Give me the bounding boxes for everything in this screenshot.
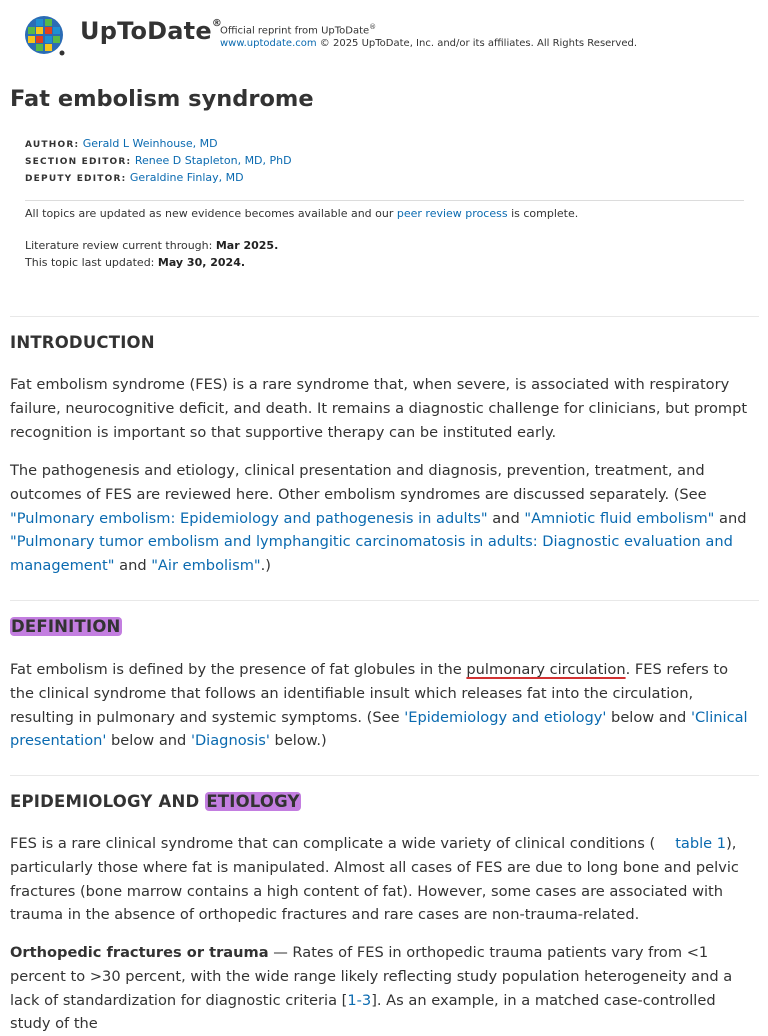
section-heading-introduction: INTRODUCTION	[10, 333, 155, 352]
epidemiology-text: FES is a rare clinical syndrome that can complicate a wide variety of clinical conditions (	[10, 835, 656, 852]
spellcheck-underlined-term: pulmonary circulation	[466, 661, 626, 678]
section-divider	[10, 775, 759, 776]
copyright-text: © 2025 UpToDate, Inc. and/or its affiliates. All Rights Reserved.	[316, 38, 638, 50]
heading-text: EPIDEMIOLOGY AND	[10, 792, 206, 811]
deputy-editor-role: DEPUTY EDITOR:	[25, 174, 127, 184]
clinical-presentation-link[interactable]: 'Clinical presentation'	[10, 708, 748, 750]
author-role: AUTHOR:	[25, 140, 80, 150]
last-updated-date: May 30, 2024	[157, 255, 241, 269]
pulmonary-embolism-link[interactable]: "Pulmonary embolism: Epidemiology and pathogenesis in adults"	[10, 509, 488, 527]
orthopedic-paragraph	[10, 941, 750, 1036]
review-dates	[25, 238, 278, 271]
pulmonary-tumor-embolism-link[interactable]: "Pulmonary tumor embolism and lymphangitic carcinomatosis in adults: Diagnostic evaluation and management"	[10, 533, 733, 575]
reprint-line	[220, 21, 637, 37]
closing-text: .)	[260, 557, 271, 575]
peer-review-link[interactable]: peer review process	[396, 207, 508, 220]
reprint-header	[0, 0, 768, 74]
orthopedic-text-end: ]. As an example, in a matched case-controlled study of the	[10, 991, 716, 1033]
site-link[interactable]: www.uptodate.com	[220, 38, 317, 50]
literature-review-label: Literature review current through:	[25, 239, 216, 252]
closing-text: below.)	[269, 732, 327, 750]
divider	[25, 200, 744, 201]
section-divider	[10, 600, 759, 601]
diagnosis-link[interactable]: 'Diagnosis'	[190, 732, 270, 750]
intro-paragraph-2	[10, 459, 750, 578]
copyright-line	[220, 37, 637, 50]
conjunction-text: and	[714, 509, 747, 527]
section-heading-definition	[10, 617, 122, 636]
intro-paragraph: Fat embolism syndrome (FES) is a rare syndrome that, when severe, is associated with respiratory failure, neurocognitive deficit, and death. It remains a diagnostic challenge for clinicians, but prompt recognition is important so that supportive therapy can be instituted early.	[10, 376, 748, 441]
section-editor-link[interactable]: Renee D Stapleton, MD, PhD	[134, 154, 292, 167]
page-title: Fat embolism syndrome	[10, 86, 314, 112]
brand-name[interactable]	[80, 17, 222, 45]
definition-text: Fat embolism is defined by the presence of fat globules in the	[10, 661, 467, 678]
table-1-link[interactable]: table 1	[675, 835, 727, 852]
reference-link[interactable]: 1-3	[347, 991, 372, 1009]
reprint-notice	[220, 21, 637, 50]
period: .	[274, 239, 279, 252]
epidemiology-paragraph	[10, 832, 750, 927]
topic-note-text: All topics are updated as new evidence becomes available and our	[25, 207, 397, 220]
author-link[interactable]: Gerald L Weinhouse, MD	[82, 137, 218, 150]
uptodate-logo-icon[interactable]	[24, 15, 66, 57]
epidemiology-text-end: ), particularly those where fat is manipulated. Almost all cases of FES are due to long bone and pelvic fractures (bone marrow contains a high content of fat). However, some cases are associated with trauma in the absence of orthopedic fractures and rare cases are non-trauma-related.	[10, 835, 739, 924]
topic-update-note	[25, 207, 578, 220]
reprint-text: Official reprint from UpToDate	[220, 25, 370, 37]
topic-note-end: is complete.	[507, 207, 579, 220]
amniotic-fluid-embolism-link[interactable]: "Amniotic fluid embolism"	[524, 509, 715, 527]
conjunction-text: and	[487, 509, 525, 527]
byline	[25, 136, 292, 187]
period: .	[240, 255, 246, 269]
reprint-registered-mark: ®	[369, 23, 377, 31]
section-editor-role: SECTION EDITOR:	[25, 157, 132, 167]
orthopedic-text: — Rates of FES in orthopedic trauma patients vary from <1 percent to >30 percent, with the wide range likely reflecting study population heterogeneity and a lack of standardization for diagnostic criteria [	[10, 944, 733, 1009]
below-text: below and	[606, 708, 691, 726]
section-divider	[10, 316, 759, 317]
section-heading-epidemiology	[10, 792, 301, 811]
definition-paragraph	[10, 658, 750, 753]
brand-registered-mark: ®	[211, 18, 223, 29]
last-updated-line	[25, 255, 278, 272]
deputy-editor-row	[25, 170, 292, 187]
conjunction-text: and	[114, 557, 152, 575]
section-editor-row	[25, 153, 292, 170]
author-row	[25, 136, 292, 153]
literature-review-line	[25, 238, 278, 255]
definition-text: . FES refers to the clinical syndrome that follows an identifiable insult which releases fat into the circulation, resulting in pulmonary and systemic symptoms. (See	[10, 661, 729, 726]
air-embolism-link[interactable]: "Air embolism"	[151, 557, 261, 575]
highlighted-text: DEFINITION	[11, 617, 121, 636]
intro-p2-text: The pathogenesis and etiology, clinical presentation and diagnosis, prevention, treatment, and outcomes of FES are reviewed here. Other embolism syndromes are discussed separately. (See	[10, 462, 707, 503]
brand-text: UpToDate	[80, 17, 212, 45]
epidemiology-etiology-link[interactable]: 'Epidemiology and etiology'	[404, 708, 607, 726]
deputy-editor-link[interactable]: Geraldine Finlay, MD	[129, 171, 244, 184]
last-updated-label: This topic last updated:	[25, 255, 158, 269]
highlighted-text: ETIOLOGY	[206, 792, 300, 811]
below-text: below and	[106, 732, 191, 750]
subheading-orthopedic-fractures: Orthopedic fractures or trauma	[10, 944, 269, 961]
literature-review-date: Mar 2025	[215, 239, 275, 252]
